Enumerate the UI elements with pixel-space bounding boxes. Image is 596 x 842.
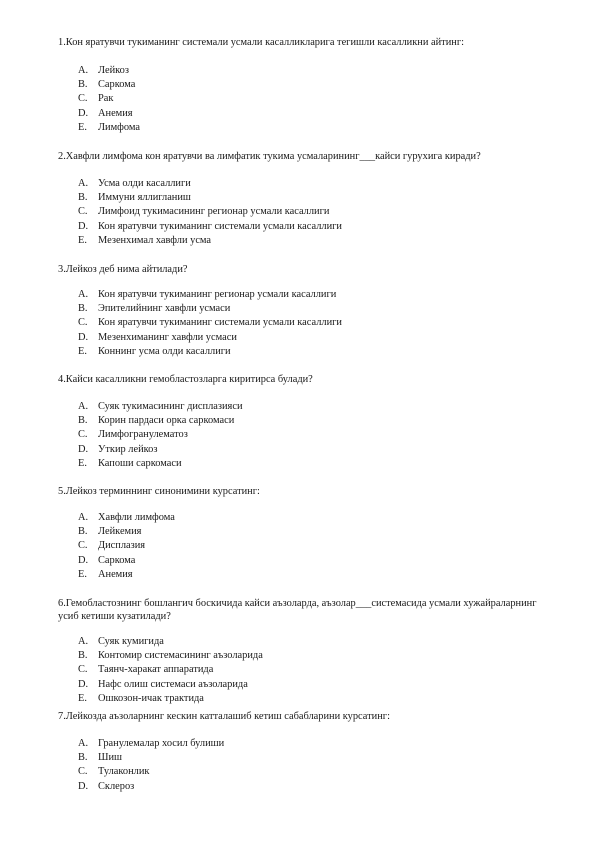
option-letter: A. <box>78 738 89 749</box>
option-text: Кон яратувчи тукиманинг регионар усмали касаллиги <box>98 289 337 300</box>
option-letter: D. <box>78 780 89 792</box>
option-letter: E. <box>78 457 87 469</box>
option-letter: A. <box>78 178 89 189</box>
option-letter: C. <box>78 664 88 676</box>
option-text: Анемия <box>98 107 133 119</box>
option-text: Гранулемалар хосил булиши <box>98 738 225 749</box>
option-letter: D. <box>78 220 89 232</box>
option-text: Лимфогранулематоз <box>98 429 188 441</box>
option-text: Саркома <box>98 554 136 566</box>
option-letter: B. <box>78 752 88 764</box>
option-letter: D. <box>78 331 89 343</box>
option-letter: B. <box>78 650 88 662</box>
option-text: Лейкемия <box>98 526 142 538</box>
option-letter: A. <box>78 401 89 412</box>
option-letter: C. <box>78 317 88 329</box>
answer-option <box>78 737 224 751</box>
answer-option <box>78 692 263 706</box>
answer-option <box>78 316 342 330</box>
answer-option <box>78 568 175 582</box>
option-text: Усма олди касаллиги <box>98 178 191 189</box>
option-letter: E. <box>78 234 87 246</box>
option-letter: C. <box>78 766 88 778</box>
answer-option <box>78 331 342 345</box>
option-text: Иммуни яллигланиш <box>98 192 191 204</box>
option-text: Мезенхиманинг хавфли усмаси <box>98 331 237 343</box>
option-text: Рак <box>98 93 114 105</box>
option-text: Суяк кумигида <box>98 636 164 647</box>
answer-options <box>78 737 224 794</box>
answer-option <box>78 234 342 248</box>
answer-option <box>78 780 224 794</box>
option-text: Суяк тукимасининг дисплазияси <box>98 401 243 412</box>
question-text: 2.Хавфли лимфома кон яратувчи ва лимфатик тукима усмаларининг___кайси гурухига киради? <box>58 151 481 162</box>
question-2 <box>58 150 548 163</box>
answer-option <box>78 78 140 92</box>
option-text: Коннинг усма олди касаллиги <box>98 345 231 357</box>
option-text: Дисплазия <box>98 540 146 552</box>
option-text: Корин пардаси орка саркомаси <box>98 415 235 427</box>
answer-options <box>78 400 243 471</box>
answer-option <box>78 400 243 414</box>
option-letter: C. <box>78 429 88 441</box>
answer-option <box>78 511 175 525</box>
answer-option <box>78 64 140 78</box>
answer-options <box>78 635 263 706</box>
option-letter: A. <box>78 289 89 300</box>
option-text: Лейкоз <box>98 65 129 76</box>
option-letter: D. <box>78 554 89 566</box>
option-letter: C. <box>78 540 88 552</box>
option-text: Капоши саркомаси <box>98 457 182 469</box>
question-text: 4.Кайси касалликни гемобластозларга киритирса булади? <box>58 374 313 385</box>
option-letter: B. <box>78 192 88 204</box>
option-text: Анемия <box>98 568 133 580</box>
option-text: Уткир лейкоз <box>98 443 158 455</box>
option-text: Лимфоид тукимасининг регионар усмали касаллиги <box>98 206 330 218</box>
answer-option <box>78 220 342 234</box>
question-text: 3.Лейкоз деб нима айтилади? <box>58 264 188 275</box>
answer-option <box>78 663 263 677</box>
answer-option <box>78 302 342 316</box>
answer-option <box>78 92 140 106</box>
option-letter: A. <box>78 512 89 523</box>
answer-option <box>78 443 243 457</box>
option-text: Лимфома <box>98 121 141 133</box>
question-text: 6.Гемобластознинг бошлангич боскичида кайси аъзоларда, аъзолар___системасида усмали хужайраларнинг усиб кетиши кузатилади? <box>58 598 537 623</box>
question-5 <box>58 485 548 498</box>
option-text: Мезенхимал хавфли усма <box>98 234 212 246</box>
option-letter: B. <box>78 415 88 427</box>
option-letter: A. <box>78 636 89 647</box>
option-letter: E. <box>78 345 87 357</box>
answer-option <box>78 121 140 135</box>
option-letter: C. <box>78 206 88 218</box>
answer-option <box>78 457 243 471</box>
option-letter: C. <box>78 93 88 105</box>
option-letter: D. <box>78 678 89 690</box>
answer-option <box>78 635 263 649</box>
option-letter: E. <box>78 568 87 580</box>
answer-option <box>78 177 342 191</box>
option-text: Саркома <box>98 79 136 91</box>
option-text: Хавфли лимфома <box>98 512 175 523</box>
question-4 <box>58 373 548 386</box>
option-letter: D. <box>78 443 89 455</box>
option-letter: B. <box>78 526 88 538</box>
option-text: Нафс олиш системаси аъзоларида <box>98 678 248 690</box>
answer-option <box>78 765 224 779</box>
answer-option <box>78 649 263 663</box>
answer-option <box>78 345 342 359</box>
question-1 <box>58 36 548 49</box>
option-text: Кон яратувчи тукиманинг системали усмали касаллиги <box>98 317 342 329</box>
answer-option <box>78 525 175 539</box>
option-text: Кон яратувчи тукиманинг системали усмали касаллиги <box>98 220 342 232</box>
option-letter: E. <box>78 121 87 133</box>
option-text: Эпителийнинг хавфли усмаси <box>98 303 231 315</box>
option-letter: B. <box>78 79 88 91</box>
option-letter: E. <box>78 692 87 704</box>
option-text: Ошкозон-ичак трактида <box>98 692 204 704</box>
answer-options <box>78 177 342 248</box>
option-text: Склероз <box>98 780 135 792</box>
answer-option <box>78 678 263 692</box>
option-text: Таянч-харакат аппаратида <box>98 664 214 676</box>
option-text: Тулаконлик <box>98 766 150 778</box>
question-3 <box>58 263 548 276</box>
question-7 <box>58 710 548 723</box>
option-text: Контомир системасининг аъзоларида <box>98 650 263 662</box>
answer-option <box>78 288 342 302</box>
answer-option <box>78 205 342 219</box>
answer-option <box>78 191 342 205</box>
option-letter: D. <box>78 107 89 119</box>
answer-options <box>78 64 140 135</box>
option-letter: B. <box>78 303 88 315</box>
answer-option <box>78 539 175 553</box>
answer-option <box>78 751 224 765</box>
question-6 <box>58 597 548 624</box>
answer-options <box>78 511 175 582</box>
answer-option <box>78 428 243 442</box>
option-text: Шиш <box>98 752 123 764</box>
answer-option <box>78 554 175 568</box>
answer-option <box>78 107 140 121</box>
question-text: 1.Кон яратувчи тукиманинг системали усмали касалликларига тегишли касалликни айтинг: <box>58 37 464 48</box>
answer-options <box>78 288 342 359</box>
option-letter: A. <box>78 65 89 76</box>
question-text: 5.Лейкоз терминнинг синонимини курсатинг: <box>58 486 260 497</box>
question-text: 7.Лейкозда аъзоларнинг кескин катталашиб кетиш сабабларини курсатинг: <box>58 711 390 722</box>
answer-option <box>78 414 243 428</box>
